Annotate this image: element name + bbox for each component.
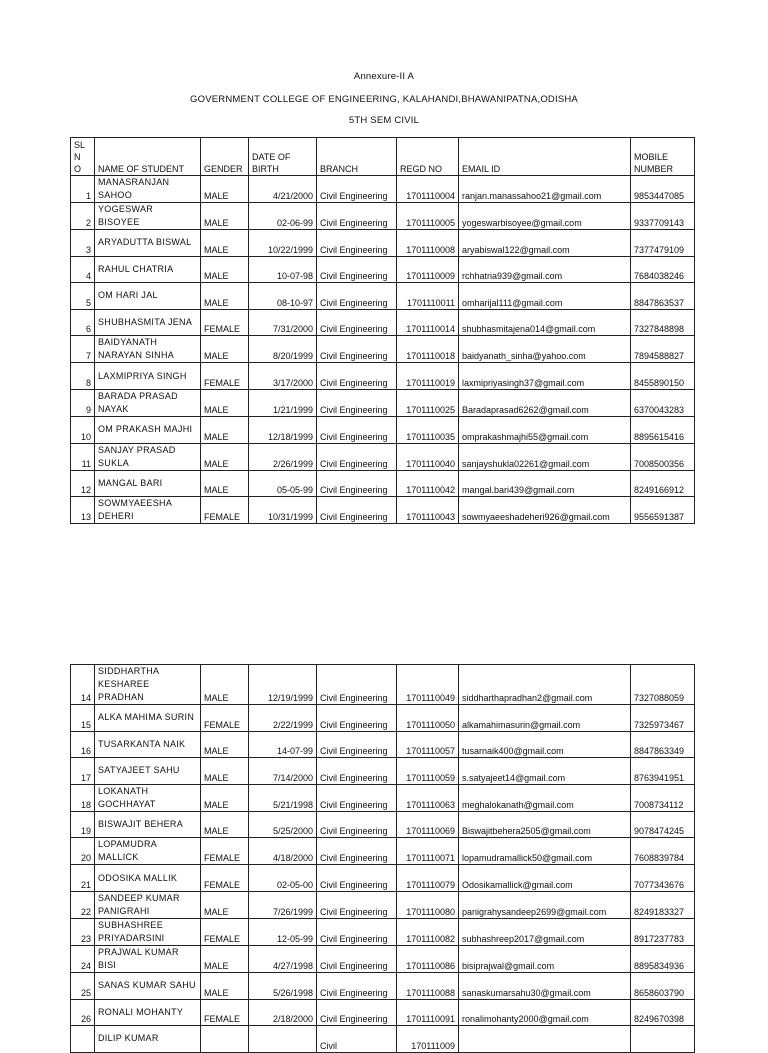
cell-email: omprakashmajhi55@gmail.com [459, 416, 631, 443]
cell-regd: 170111009 [397, 1026, 459, 1053]
cell-gender [201, 1026, 249, 1053]
col-header-sl: SL N O [71, 138, 95, 176]
cell-sl: 18 [71, 784, 95, 811]
cell-mobile: 7325973467 [631, 705, 695, 732]
cell-dob: 02-05-00 [249, 865, 317, 892]
cell-email: subhashreep2017@gmail.com [459, 918, 631, 945]
cell-name: BISWAJIT BEHERA [95, 811, 201, 838]
cell-email [459, 1026, 631, 1053]
cell-name: LAXMIPRIYA SINGH [95, 363, 201, 390]
cell-dob: 14-07-99 [249, 731, 317, 758]
cell-regd: 1701110063 [397, 784, 459, 811]
table-row [71, 470, 695, 497]
cell-branch: Civil Engineering [317, 389, 397, 416]
cell-regd: 1701110019 [397, 363, 459, 390]
cell-mobile: 7608839784 [631, 838, 695, 865]
cell-email: s.satyajeet14@gmail.com [459, 758, 631, 785]
cell-regd: 1701110009 [397, 256, 459, 283]
cell-branch: Civil Engineering [317, 865, 397, 892]
cell-email: ranjan.manassahoo21@gmail.com [459, 176, 631, 203]
table-row [71, 999, 695, 1026]
table-row [71, 497, 695, 524]
table-row [71, 230, 695, 257]
cell-name: LOPAMUDRA MALLICK [95, 838, 201, 865]
table-row [71, 811, 695, 838]
cell-email: tusarnaik400@gmail.com [459, 731, 631, 758]
cell-gender: MALE [201, 389, 249, 416]
cell-mobile: 7377479109 [631, 230, 695, 257]
cell-dob: 4/18/2000 [249, 838, 317, 865]
cell-dob: 7/26/1999 [249, 891, 317, 918]
cell-dob: 08-10-97 [249, 283, 317, 310]
cell-email: Odosikamallick@gmail.com [459, 865, 631, 892]
table-row [71, 176, 695, 203]
cell-sl: 17 [71, 758, 95, 785]
cell-mobile: 7894588827 [631, 336, 695, 363]
cell-gender: MALE [201, 758, 249, 785]
cell-email: lopamudramallick50@gmail.com [459, 838, 631, 865]
annexure-title: Annexure-II A [353, 71, 415, 82]
cell-gender: FEMALE [201, 309, 249, 336]
cell-mobile: 8658603790 [631, 972, 695, 999]
cell-mobile: 9556591387 [631, 497, 695, 524]
cell-mobile: 8895615416 [631, 416, 695, 443]
cell-email: sanjayshukla02261@gmail.com [459, 443, 631, 470]
cell-branch: Civil Engineering [317, 972, 397, 999]
cell-branch: Civil Engineering [317, 416, 397, 443]
cell-sl: 14 [71, 665, 95, 705]
table-header-row [71, 138, 695, 176]
cell-dob: 4/27/1998 [249, 945, 317, 972]
cell-gender: MALE [201, 230, 249, 257]
cell-gender: MALE [201, 283, 249, 310]
cell-name: SATYAJEET SAHU [95, 758, 201, 785]
cell-regd: 1701110008 [397, 230, 459, 257]
cell-name: OM PRAKASH MAJHI [95, 416, 201, 443]
table-row [71, 865, 695, 892]
cell-email: omharijal111@gmail.com [459, 283, 631, 310]
cell-name: BARADA PRASAD NAYAK [95, 389, 201, 416]
cell-gender: MALE [201, 256, 249, 283]
cell-gender: MALE [201, 945, 249, 972]
cell-name: ODOSIKA MALLIK [95, 865, 201, 892]
cell-dob: 1/21/1999 [249, 389, 317, 416]
cell-sl: 13 [71, 497, 95, 524]
cell-gender: MALE [201, 891, 249, 918]
cell-dob: 02-06-99 [249, 203, 317, 230]
cell-dob: 7/14/2000 [249, 758, 317, 785]
cell-dob: 5/25/2000 [249, 811, 317, 838]
cell-branch: Civil Engineering [317, 256, 397, 283]
cell-email: yogeswarbisoyee@gmail.com [459, 203, 631, 230]
cell-branch: Civil [317, 1026, 397, 1053]
cell-sl: 22 [71, 891, 95, 918]
cell-sl: 23 [71, 918, 95, 945]
cell-branch: Civil Engineering [317, 784, 397, 811]
col-header-gender: GENDER [201, 138, 249, 176]
cell-name: BAIDYANATH NARAYAN SINHA [95, 336, 201, 363]
cell-gender: MALE [201, 416, 249, 443]
cell-name: SANJAY PRASAD SUKLA [95, 443, 201, 470]
cell-regd: 1701110059 [397, 758, 459, 785]
table-row [71, 363, 695, 390]
cell-gender: FEMALE [201, 865, 249, 892]
cell-name: RAHUL CHATRIA [95, 256, 201, 283]
cell-branch: Civil Engineering [317, 891, 397, 918]
cell-dob: 7/31/2000 [249, 309, 317, 336]
cell-sl: 4 [71, 256, 95, 283]
cell-regd: 1701110035 [397, 416, 459, 443]
cell-sl: 19 [71, 811, 95, 838]
cell-mobile: 8455890150 [631, 363, 695, 390]
cell-mobile: 7008734112 [631, 784, 695, 811]
table-row [71, 758, 695, 785]
table-row [71, 309, 695, 336]
col-header-branch: BRANCH [317, 138, 397, 176]
cell-mobile: 7327088059 [631, 665, 695, 705]
cell-branch: Civil Engineering [317, 731, 397, 758]
cell-mobile: 8847863537 [631, 283, 695, 310]
cell-dob: 2/18/2000 [249, 999, 317, 1026]
cell-regd: 1701110043 [397, 497, 459, 524]
cell-mobile: 6370043283 [631, 389, 695, 416]
cell-gender: FEMALE [201, 363, 249, 390]
cell-sl: 7 [71, 336, 95, 363]
table-row [71, 705, 695, 732]
cell-dob: 12/18/1999 [249, 416, 317, 443]
table-row [71, 665, 695, 705]
cell-regd: 1701110086 [397, 945, 459, 972]
table-row [71, 972, 695, 999]
cell-gender: MALE [201, 443, 249, 470]
cell-dob: 10/31/1999 [249, 497, 317, 524]
cell-name: TUSARKANTA NAIK [95, 731, 201, 758]
cell-mobile: 8917237783 [631, 918, 695, 945]
cell-email: ronalimohanty2000@gmail.com [459, 999, 631, 1026]
cell-branch: Civil Engineering [317, 811, 397, 838]
cell-dob: 5/26/1998 [249, 972, 317, 999]
cell-dob: 10-07-98 [249, 256, 317, 283]
cell-gender: MALE [201, 336, 249, 363]
cell-dob: 8/20/1999 [249, 336, 317, 363]
cell-sl: 12 [71, 470, 95, 497]
cell-mobile: 8847863349 [631, 731, 695, 758]
cell-mobile: 8249183327 [631, 891, 695, 918]
cell-regd: 1701110014 [397, 309, 459, 336]
cell-branch: Civil Engineering [317, 203, 397, 230]
cell-gender: FEMALE [201, 705, 249, 732]
cell-branch: Civil Engineering [317, 230, 397, 257]
table-row [71, 416, 695, 443]
col-header-regd: REGD NO [397, 138, 459, 176]
table-body-page-2 [71, 665, 695, 1053]
cell-sl: 25 [71, 972, 95, 999]
cell-sl [71, 1026, 95, 1053]
cell-mobile: 8895834936 [631, 945, 695, 972]
cell-name: LOKANATH GOCHHAYAT [95, 784, 201, 811]
cell-regd: 1701110025 [397, 389, 459, 416]
cell-email: meghalokanath@gmail.com [459, 784, 631, 811]
table-row [71, 256, 695, 283]
cell-sl: 5 [71, 283, 95, 310]
table-row [71, 389, 695, 416]
cell-name: YOGESWAR BISOYEE [95, 203, 201, 230]
cell-email: bisiprajwal@gmail.com [459, 945, 631, 972]
cell-regd: 1701110071 [397, 838, 459, 865]
cell-email: aryabiswal122@gmail.com [459, 230, 631, 257]
cell-sl: 20 [71, 838, 95, 865]
cell-regd: 1701110040 [397, 443, 459, 470]
cell-mobile: 9853447085 [631, 176, 695, 203]
cell-sl: 9 [71, 389, 95, 416]
cell-mobile [631, 1026, 695, 1053]
cell-email: shubhasmitajena014@gmail.com [459, 309, 631, 336]
cell-sl: 24 [71, 945, 95, 972]
cell-gender: FEMALE [201, 497, 249, 524]
cell-mobile: 7008500356 [631, 443, 695, 470]
cell-mobile: 8249670398 [631, 999, 695, 1026]
cell-branch: Civil Engineering [317, 705, 397, 732]
cell-sl: 8 [71, 363, 95, 390]
cell-email: laxmipriyasingh37@gmail.com [459, 363, 631, 390]
cell-regd: 1701110018 [397, 336, 459, 363]
cell-email: siddharthapradhan2@gmail.com [459, 665, 631, 705]
cell-branch: Civil Engineering [317, 945, 397, 972]
cell-regd: 1701110042 [397, 470, 459, 497]
cell-name: ARYADUTTA BISWAL [95, 230, 201, 257]
cell-name: PRAJWAL KUMAR BISI [95, 945, 201, 972]
cell-dob: 5/21/1998 [249, 784, 317, 811]
cell-name: SUBHASHREE PRIYADARSINI [95, 918, 201, 945]
cell-name: SIDDHARTHA KESHAREE PRADHAN [95, 665, 201, 705]
cell-mobile: 8763941951 [631, 758, 695, 785]
student-table-page-1 [70, 137, 695, 524]
cell-mobile: 7327848898 [631, 309, 695, 336]
cell-name: SANAS KUMAR SAHU [95, 972, 201, 999]
col-header-email: EMAIL ID [459, 138, 631, 176]
cell-regd: 1701110079 [397, 865, 459, 892]
cell-dob: 4/21/2000 [249, 176, 317, 203]
cell-branch: Civil Engineering [317, 918, 397, 945]
cell-name: DILIP KUMAR [95, 1026, 201, 1053]
cell-branch: Civil Engineering [317, 336, 397, 363]
cell-branch: Civil Engineering [317, 838, 397, 865]
student-table-page-2 [70, 664, 695, 1053]
cell-gender: MALE [201, 203, 249, 230]
cell-branch: Civil Engineering [317, 363, 397, 390]
cell-dob: 12-05-99 [249, 918, 317, 945]
cell-dob: 3/17/2000 [249, 363, 317, 390]
cell-name: RONALI MOHANTY [95, 999, 201, 1026]
cell-gender: MALE [201, 731, 249, 758]
table-row [71, 891, 695, 918]
cell-dob: 2/26/1999 [249, 443, 317, 470]
cell-sl: 2 [71, 203, 95, 230]
cell-regd: 1701110091 [397, 999, 459, 1026]
cell-gender: MALE [201, 470, 249, 497]
cell-regd: 1701110080 [397, 891, 459, 918]
table-row [71, 838, 695, 865]
cell-gender: FEMALE [201, 918, 249, 945]
col-header-name: NAME OF STUDENT [95, 138, 201, 176]
cell-sl: 16 [71, 731, 95, 758]
semester-title: 5TH SEM CIVIL [348, 115, 420, 126]
cell-branch: Civil Engineering [317, 470, 397, 497]
cell-email: baidyanath_sinha@yahoo.com [459, 336, 631, 363]
cell-dob: 10/22/1999 [249, 230, 317, 257]
cell-sl: 15 [71, 705, 95, 732]
cell-email: panigrahysandeep2699@gmail.com [459, 891, 631, 918]
cell-branch: Civil Engineering [317, 176, 397, 203]
cell-gender: FEMALE [201, 999, 249, 1026]
cell-regd: 1701110004 [397, 176, 459, 203]
cell-email: sanaskumarsahu30@gmail.com [459, 972, 631, 999]
table-row [71, 784, 695, 811]
cell-name: SOWMYAEESHA DEHERI [95, 497, 201, 524]
cell-regd: 1701110049 [397, 665, 459, 705]
cell-sl: 26 [71, 999, 95, 1026]
cell-regd: 1701110057 [397, 731, 459, 758]
cell-regd: 1701110005 [397, 203, 459, 230]
cell-name: SANDEEP KUMAR PANIGRAHI [95, 891, 201, 918]
table-row [71, 918, 695, 945]
cell-sl: 11 [71, 443, 95, 470]
cell-dob: 2/22/1999 [249, 705, 317, 732]
cell-email: Baradaprasad6262@gmail.com [459, 389, 631, 416]
cell-mobile: 9337709143 [631, 203, 695, 230]
cell-branch: Civil Engineering [317, 758, 397, 785]
table-row [71, 203, 695, 230]
cell-email: sowmyaeeshadeheri926@gmail.com [459, 497, 631, 524]
cell-mobile: 9078474245 [631, 811, 695, 838]
cell-dob [249, 1026, 317, 1053]
cell-sl: 3 [71, 230, 95, 257]
cell-branch: Civil Engineering [317, 999, 397, 1026]
col-header-mobile: MOBILE NUMBER [631, 138, 695, 176]
cell-gender: MALE [201, 784, 249, 811]
cell-email: Biswajitbehera2505@gmail.com [459, 811, 631, 838]
cell-name: SHUBHASMITA JENA [95, 309, 201, 336]
cell-gender: MALE [201, 176, 249, 203]
cell-regd: 1701110050 [397, 705, 459, 732]
cell-name: MANGAL BARI [95, 470, 201, 497]
cell-sl: 1 [71, 176, 95, 203]
table-row [71, 945, 695, 972]
col-header-dob: DATE OF BIRTH [249, 138, 317, 176]
cell-mobile: 7684038246 [631, 256, 695, 283]
cell-branch: Civil Engineering [317, 443, 397, 470]
table-row [71, 283, 695, 310]
cell-regd: 1701110011 [397, 283, 459, 310]
cell-gender: FEMALE [201, 838, 249, 865]
table-row [71, 1026, 695, 1053]
cell-name: MANASRANJAN SAHOO [95, 176, 201, 203]
cell-sl: 10 [71, 416, 95, 443]
table-row [71, 443, 695, 470]
cell-regd: 1701110082 [397, 918, 459, 945]
cell-branch: Civil Engineering [317, 309, 397, 336]
college-title: GOVERNMENT COLLEGE OF ENGINEERING, KALAHANDI,BHAWANIPATNA,ODISHA [190, 94, 578, 105]
cell-mobile: 8249166912 [631, 470, 695, 497]
cell-sl: 21 [71, 865, 95, 892]
cell-regd: 1701110069 [397, 811, 459, 838]
table-body-page-1 [71, 176, 695, 524]
cell-dob: 05-05-99 [249, 470, 317, 497]
cell-mobile: 7077343676 [631, 865, 695, 892]
cell-gender: MALE [201, 972, 249, 999]
table-row [71, 731, 695, 758]
table-row [71, 336, 695, 363]
cell-gender: MALE [201, 665, 249, 705]
cell-branch: Civil Engineering [317, 283, 397, 310]
cell-sl: 6 [71, 309, 95, 336]
cell-gender: MALE [201, 811, 249, 838]
cell-dob: 12/19/1999 [249, 665, 317, 705]
cell-branch: Civil Engineering [317, 665, 397, 705]
cell-email: mangal.bari439@gmail.com [459, 470, 631, 497]
cell-branch: Civil Engineering [317, 497, 397, 524]
cell-regd: 1701110088 [397, 972, 459, 999]
cell-name: OM HARI JAL [95, 283, 201, 310]
cell-email: rchhatria939@gmail.com [459, 256, 631, 283]
cell-email: alkamahimasurin@gmail.com [459, 705, 631, 732]
cell-name: ALKA MAHIMA SURIN [95, 705, 201, 732]
